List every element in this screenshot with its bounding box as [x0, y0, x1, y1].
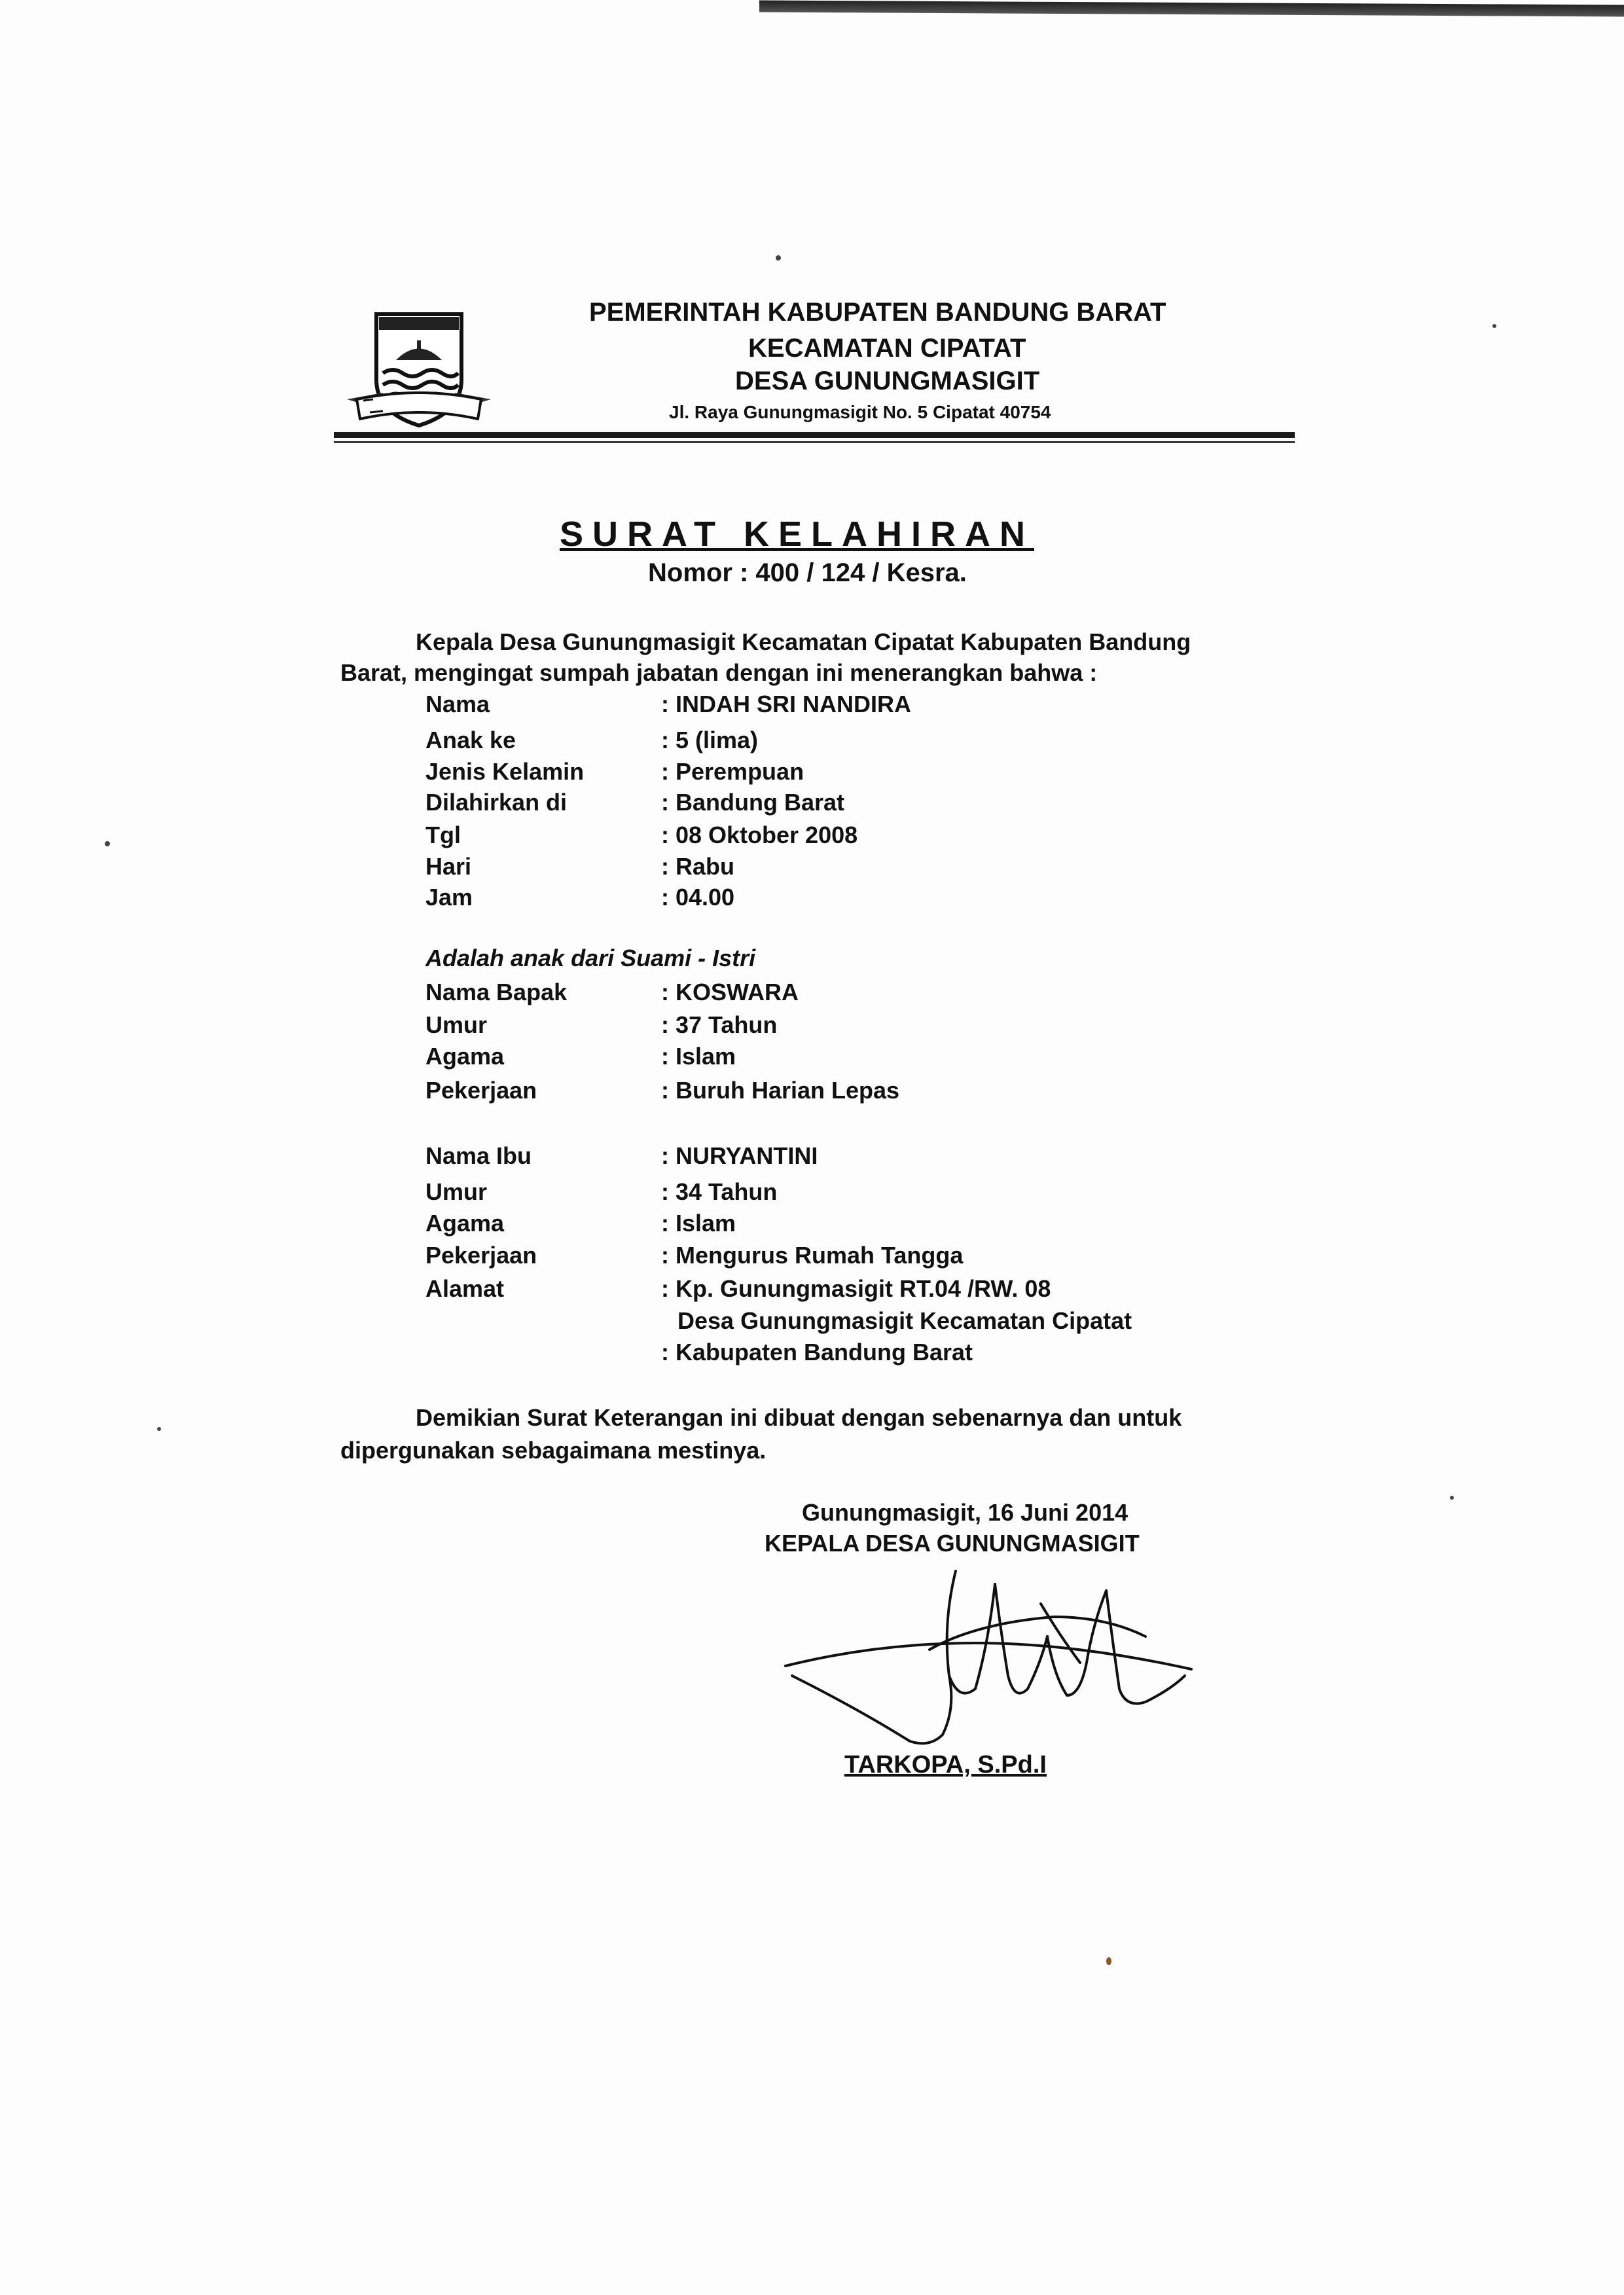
intro-line-2: Barat, mengingat sumpah jabatan dengan ini menerangkan bahwa :: [340, 659, 1098, 686]
signer-title: KEPALA DESA GUNUNGMASIGIT: [765, 1530, 1140, 1557]
field-value: : 37 Tahun: [661, 1011, 778, 1038]
field-label: Umur: [425, 1011, 488, 1038]
letterhead-address: Jl. Raya Gunungmasigit No. 5 Cipatat 40754: [669, 402, 1051, 422]
field-value: : Rabu: [661, 853, 734, 880]
letterhead-rule: [334, 432, 1295, 438]
scan-speck: [1492, 324, 1496, 328]
regency-emblem-icon: [344, 301, 494, 439]
place-and-date: Gunungmasigit, 16 Juni 2014: [802, 1499, 1128, 1526]
scan-speck: [1106, 1957, 1111, 1965]
closing-line-1: Demikian Surat Keterangan ini dibuat dengan sebenarnya dan untuk: [416, 1404, 1182, 1431]
scan-edge-shadow: [759, 1, 1624, 17]
field-value: : NURYANTINI: [661, 1142, 818, 1169]
closing-line-2: dipergunakan sebagaimana mestinya.: [340, 1437, 767, 1464]
field-label: Jam: [425, 884, 473, 911]
parents-heading: Adalah anak dari Suami - Istri: [425, 945, 756, 971]
document-number: Nomor : 400 / 124 / Kesra.: [648, 558, 967, 587]
handwritten-signature: [779, 1545, 1198, 1761]
field-value: : 34 Tahun: [661, 1178, 778, 1205]
field-label: Hari: [425, 853, 472, 880]
field-value: : Islam: [661, 1043, 736, 1070]
letterhead-government: PEMERINTAH KABUPATEN BANDUNG BARAT: [589, 298, 1166, 327]
address-regency: : Kabupaten Bandung Barat: [661, 1339, 973, 1365]
field-label: Anak ke: [425, 727, 516, 753]
field-label: Nama: [425, 691, 490, 717]
letterhead-district: KECAMATAN CIPATAT: [748, 334, 1026, 363]
field-label: Alamat: [425, 1275, 505, 1302]
scan-speck: [776, 255, 781, 261]
field-label: Agama: [425, 1210, 505, 1237]
signer-name: TARKOPA, S.Pd.I: [844, 1751, 1047, 1779]
field-value: : Perempuan: [661, 758, 804, 785]
field-value: : Buruh Harian Lepas: [661, 1077, 900, 1104]
scan-speck: [157, 1427, 161, 1431]
field-label: Jenis Kelamin: [425, 758, 585, 785]
field-value: : INDAH SRI NANDIRA: [661, 691, 911, 717]
field-label: Nama Bapak: [425, 979, 568, 1005]
field-label: Pekerjaan: [425, 1077, 537, 1104]
field-value: : Bandung Barat: [661, 789, 845, 816]
field-value: : 04.00: [661, 884, 735, 911]
field-value: : KOSWARA: [661, 979, 799, 1005]
field-value: : Mengurus Rumah Tangga: [661, 1242, 964, 1269]
field-value: : 5 (lima): [661, 727, 759, 753]
field-value: : Islam: [661, 1210, 736, 1237]
field-value: : Kp. Gunungmasigit RT.04 /RW. 08: [661, 1275, 1051, 1302]
field-label: Tgl: [425, 822, 461, 848]
scan-speck: [1450, 1496, 1454, 1500]
field-label: Nama Ibu: [425, 1142, 532, 1169]
document-title: SURAT KELAHIRAN: [560, 515, 1034, 554]
intro-line-1: Kepala Desa Gunungmasigit Kecamatan Cipatat Kabupaten Bandung: [416, 628, 1191, 655]
address-continuation: Desa Gunungmasigit Kecamatan Cipatat: [677, 1307, 1132, 1334]
field-value: : 08 Oktober 2008: [661, 822, 858, 848]
field-label: Umur: [425, 1178, 488, 1205]
field-label: Dilahirkan di: [425, 789, 568, 816]
field-label: Agama: [425, 1043, 505, 1070]
letterhead-rule-thin: [334, 441, 1295, 443]
scan-speck: [105, 841, 110, 846]
letterhead-village: DESA GUNUNGMASIGIT: [735, 367, 1040, 395]
field-label: Pekerjaan: [425, 1242, 537, 1269]
